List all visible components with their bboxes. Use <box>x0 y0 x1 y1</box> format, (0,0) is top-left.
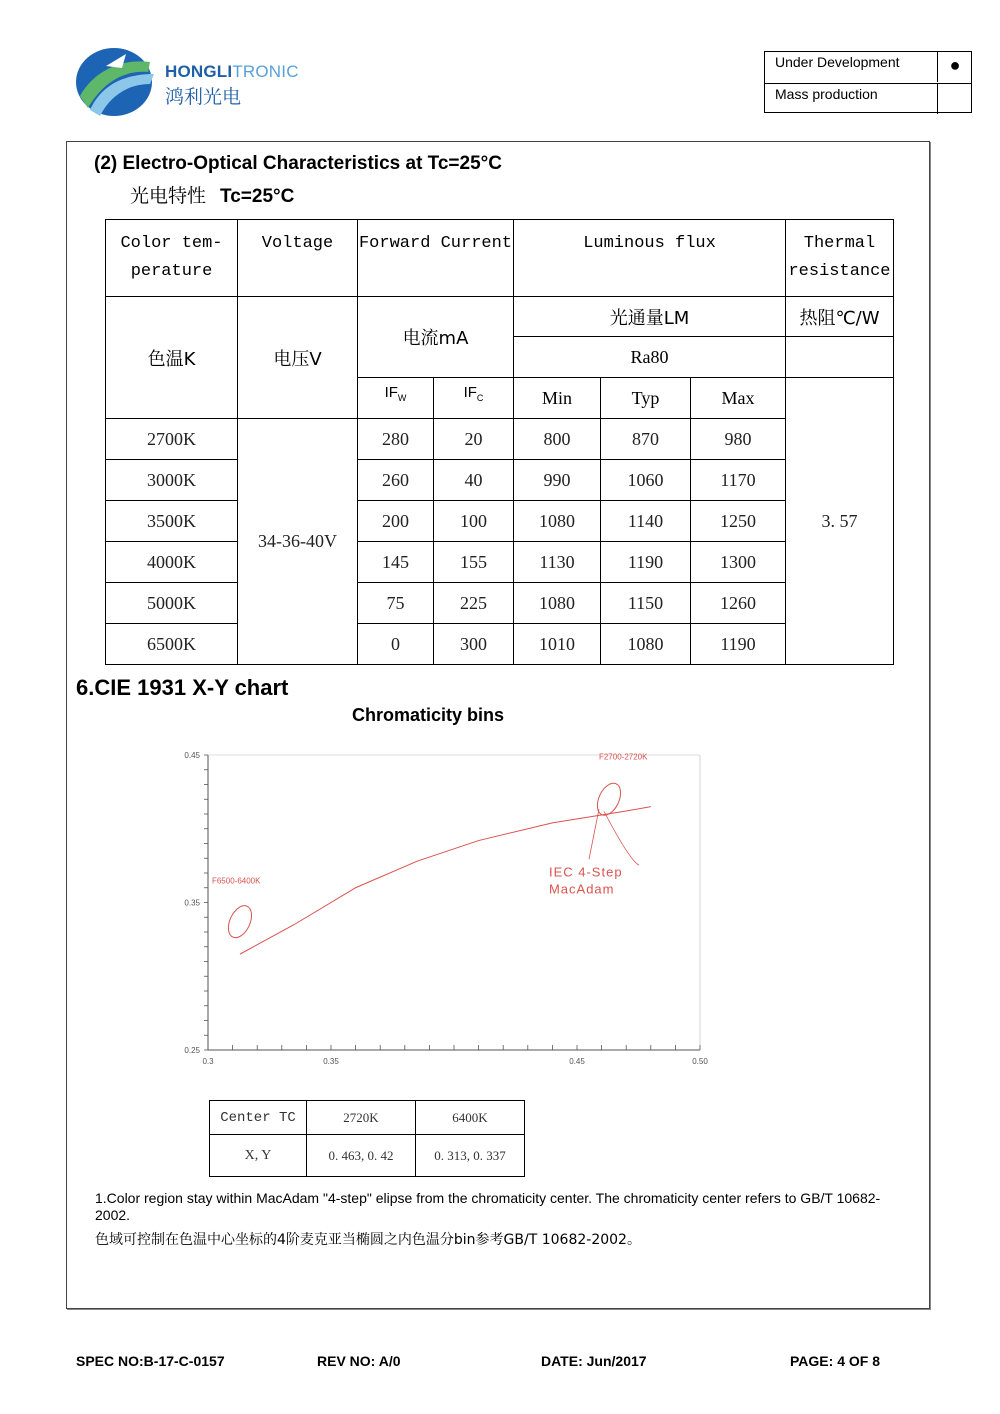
brand-secondary: TRONIC <box>232 62 299 81</box>
header-max: Max <box>691 378 786 419</box>
macadam-ellipse <box>593 780 625 819</box>
ifw-cell: 0 <box>358 624 434 665</box>
chart-ellipses <box>224 780 625 942</box>
y-tick-label: 0.45 <box>184 751 200 760</box>
status-label: Under Development <box>775 54 900 70</box>
status-box <box>764 51 972 113</box>
x-tick-label: 0.35 <box>323 1057 339 1066</box>
status-label: Mass production <box>775 86 878 102</box>
center-tc-6400: 6400K <box>416 1101 525 1135</box>
annotation-leader <box>604 811 639 865</box>
center-tc-2720: 2720K <box>307 1101 416 1135</box>
footer-spec: SPEC NO:B-17-C-0157 <box>76 1353 225 1369</box>
cct-cell: 6500K <box>106 624 238 665</box>
flux-min-cell: 1130 <box>514 542 601 583</box>
footer-date: DATE: Jun/2017 <box>541 1353 647 1369</box>
center-tc-header: Center TC <box>210 1101 307 1135</box>
ifc-cell: 300 <box>434 624 514 665</box>
status-mark <box>937 84 972 114</box>
cct-cell: 3000K <box>106 460 238 501</box>
ifc-cell: 40 <box>434 460 514 501</box>
ifc-cell: 155 <box>434 542 514 583</box>
cct-cell: 3500K <box>106 501 238 542</box>
flux-max-cell: 980 <box>691 419 786 460</box>
voltage-value: 34-36-40V <box>238 419 358 665</box>
y-tick-label: 0.35 <box>184 898 200 908</box>
flux-typ-cell: 1190 <box>601 542 691 583</box>
note-cn: 色域可控制在色温中心坐标的4阶麦克亚当椭圆之内色温分bin参考GB/T 10682-2002。 <box>95 1232 641 1248</box>
header-min: Min <box>514 378 601 419</box>
status-row-mass-production <box>765 83 971 114</box>
flux-min-cell: 1080 <box>514 501 601 542</box>
section-title-cn <box>130 181 294 208</box>
ifc-cell: 100 <box>434 501 514 542</box>
ifw-cell: 260 <box>358 460 434 501</box>
header-row-cn <box>106 297 894 337</box>
ellipse-label: F6500-6400K <box>211 876 261 886</box>
x-tick-label: 0.45 <box>569 1057 585 1066</box>
flux-typ-cell: 1080 <box>601 624 691 665</box>
footer-rev: REV NO: A/0 <box>317 1353 401 1369</box>
header-typ: Typ <box>601 378 691 419</box>
flux-max-cell: 1260 <box>691 583 786 624</box>
header-flux-cn: 光通量LM <box>514 297 786 337</box>
flux-min-cell: 800 <box>514 419 601 460</box>
annotation-text: MacAdam <box>548 881 615 897</box>
status-row-development <box>765 52 971 82</box>
annotation-text: IEC 4-Step <box>548 864 623 880</box>
cct-cell: 4000K <box>106 542 238 583</box>
section-title-cn-text: 光电特性 <box>130 185 207 207</box>
header-ifw: $IF_W$ <box>358 378 434 419</box>
header-voltage-cn: 电压V <box>238 297 358 419</box>
flux-max-cell: 1190 <box>691 624 786 665</box>
brand-name <box>165 62 299 82</box>
section-title: (2) Electro-Optical Characteristics at Tc=25°C <box>94 153 502 174</box>
header-flux: Luminous flux <box>514 220 786 297</box>
ifw-cell: 145 <box>358 542 434 583</box>
x-tick-label: 0.50 <box>692 1057 708 1066</box>
xy-6400: 0. 313, 0. 337 <box>416 1135 525 1177</box>
flux-min-cell: 990 <box>514 460 601 501</box>
header-current-cn: 电流mA <box>358 297 514 378</box>
table-row <box>106 501 894 542</box>
xy-label: X, Y <box>210 1135 307 1177</box>
company-logo <box>70 44 162 120</box>
table-row <box>106 419 894 460</box>
center-tc-table <box>209 1100 525 1177</box>
flux-typ-cell: 870 <box>601 419 691 460</box>
flux-min-cell: 1080 <box>514 583 601 624</box>
header-voltage: Voltage <box>238 220 358 297</box>
ellipse-label: F2700-2720K <box>598 752 648 762</box>
flux-typ-cell: 1140 <box>601 501 691 542</box>
cie-heading: 6.CIE 1931 X-Y chart <box>76 675 289 700</box>
thermal-value: 3. 57 <box>786 378 894 665</box>
flux-min-cell: 1010 <box>514 624 601 665</box>
x-tick-label: 0.3 <box>202 1057 214 1066</box>
table-row <box>106 583 894 624</box>
characteristics-table <box>105 219 894 665</box>
table-row <box>106 542 894 583</box>
table-row <box>210 1135 525 1177</box>
status-mark: ● <box>937 52 972 82</box>
cie-chart <box>170 745 730 1075</box>
table-row <box>210 1101 525 1135</box>
ifc-cell: 225 <box>434 583 514 624</box>
flux-max-cell: 1300 <box>691 542 786 583</box>
flux-typ-cell: 1060 <box>601 460 691 501</box>
y-tick-label: 0.25 <box>184 1046 200 1055</box>
ifw-cell: 75 <box>358 583 434 624</box>
xy-2720: 0. 463, 0. 42 <box>307 1135 416 1177</box>
table-row <box>106 460 894 501</box>
note-en: 1.Color region stay within MacAdam "4-step" elipse from the chromaticity center. The chromaticity center refers to GB/T 10682-2002. <box>95 1190 881 1223</box>
cct-cell: 2700K <box>106 419 238 460</box>
header-current: Forward Current <box>358 220 514 297</box>
flux-max-cell: 1170 <box>691 460 786 501</box>
chart-axes <box>204 755 700 1050</box>
header-cct: Color tem- perature <box>106 220 238 297</box>
brand-name-cn: 鸿利光电 <box>165 86 242 108</box>
header-thermal: Thermal resistance <box>786 220 894 297</box>
ifc-cell: 20 <box>434 419 514 460</box>
header-empty <box>786 337 894 378</box>
header-row-en <box>106 220 894 297</box>
chart-labels <box>184 751 708 1066</box>
header-ra: Ra80 <box>514 337 786 378</box>
ifw-cell: 280 <box>358 419 434 460</box>
header-cct-cn: 色温K <box>106 297 238 419</box>
header-thermal-cn: 热阻℃/W <box>786 297 894 337</box>
flux-typ-cell: 1150 <box>601 583 691 624</box>
chart-title: Chromaticity bins <box>352 705 505 725</box>
macadam-ellipse <box>224 902 256 941</box>
ifw-cell: 200 <box>358 501 434 542</box>
footer-page: PAGE: 4 OF 8 <box>790 1353 880 1369</box>
flux-max-cell: 1250 <box>691 501 786 542</box>
brand-primary: HONGLI <box>165 62 233 81</box>
header-ifc: $IF_C$ <box>434 378 514 419</box>
table-row <box>106 624 894 665</box>
cct-cell: 5000K <box>106 583 238 624</box>
section-title-cn-condition: Tc=25°C <box>220 186 295 207</box>
